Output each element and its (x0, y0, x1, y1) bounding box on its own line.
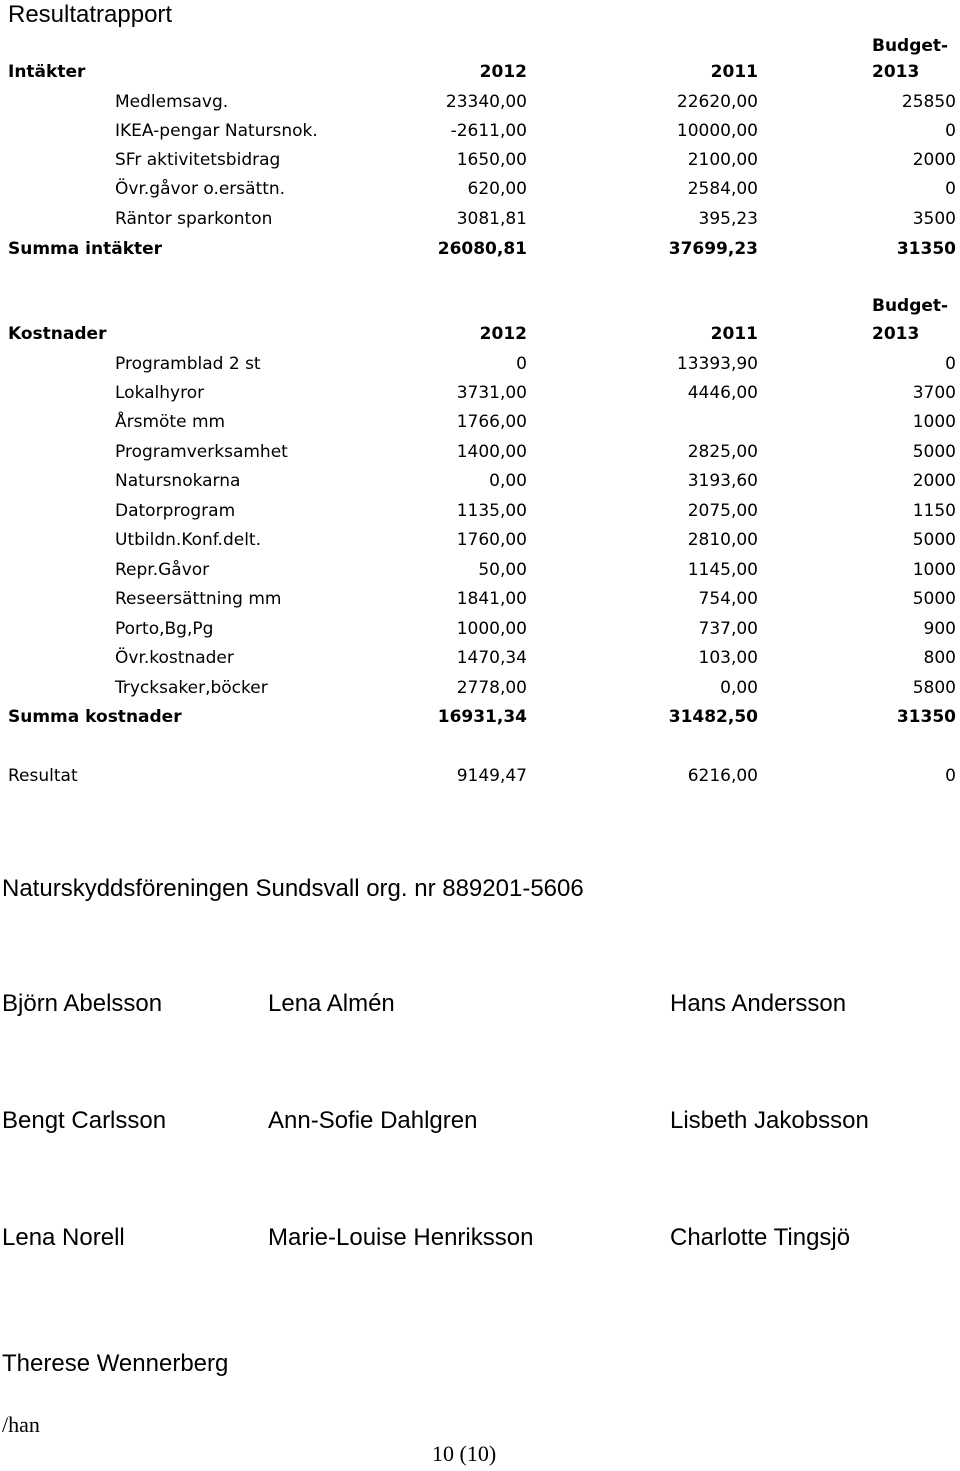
row-value-2011: 2075,00 (687, 501, 758, 521)
row-value-2011: 395,23 (698, 209, 758, 229)
row-value-2012: 1135,00 (456, 501, 527, 521)
row-value-2012: 23340,00 (445, 92, 527, 112)
row-value-budget-2013: 2000 (912, 150, 956, 170)
row-value-2011: 2825,00 (687, 442, 758, 462)
result-row (0, 762, 960, 791)
total-value-2011: 37699,23 (668, 239, 758, 259)
row-value-2011: 1145,00 (687, 560, 758, 580)
costs-header-row (0, 320, 960, 349)
row-value-2011: 22620,00 (676, 92, 758, 112)
result-label: Resultat (8, 766, 78, 786)
row-value-budget-2013: 25850 (901, 92, 956, 112)
row-label: Övr.kostnader (115, 648, 234, 668)
result-value-2011: 6216,00 (687, 766, 758, 786)
result-value-budget-2013: 0 (945, 766, 956, 786)
row-value-2011: 13393,90 (676, 354, 758, 374)
table-row (0, 585, 960, 614)
row-value-2011: 2100,00 (687, 150, 758, 170)
signature-name: Bengt Carlsson (2, 1107, 167, 1134)
table-row (0, 350, 960, 379)
total-value-2011: 31482,50 (668, 707, 758, 727)
table-row (0, 175, 960, 204)
total-label: Summa intäkter (8, 239, 163, 259)
row-value-2012: 3731,00 (456, 383, 527, 403)
row-value-budget-2013: 5000 (912, 442, 956, 462)
table-row (0, 205, 960, 234)
row-value-2011: 737,00 (698, 619, 758, 639)
signature-name: Björn Abelsson (2, 990, 163, 1017)
row-label: Natursnokarna (115, 471, 241, 491)
page-number: 10 (10) (432, 1441, 497, 1466)
row-value-budget-2013: 2000 (912, 471, 956, 491)
table-row (0, 615, 960, 644)
table-row (0, 146, 960, 175)
signature-name: Lisbeth Jakobsson (670, 1107, 869, 1134)
table-row (0, 117, 960, 146)
signature-name: Ann-Sofie Dahlgren (268, 1107, 478, 1134)
row-value-budget-2013: 3700 (912, 383, 956, 403)
row-value-budget-2013: 5800 (912, 678, 956, 698)
income-header-row (0, 58, 960, 87)
row-value-2011: 10000,00 (676, 121, 758, 141)
row-value-2012: 2778,00 (456, 678, 527, 698)
row-label: Årsmöte mm (115, 412, 226, 432)
row-label: Medlemsavg. (115, 92, 229, 112)
row-value-budget-2013: 0 (945, 354, 956, 374)
row-value-budget-2013: 5000 (912, 530, 956, 550)
row-value-2012: 1650,00 (456, 150, 527, 170)
table-row (0, 556, 960, 585)
table-row (0, 497, 960, 526)
costs-heading: Kostnader (8, 324, 107, 344)
row-value-2012: 3081,81 (456, 209, 527, 229)
row-value-2011: 3193,60 (687, 471, 758, 491)
row-label: Programblad 2 st (115, 354, 261, 374)
costs-col-2011: 2011 (710, 324, 758, 344)
row-label: Övr.gåvor o.ersättn. (115, 179, 286, 199)
income-col-2012: 2012 (479, 62, 527, 82)
row-value-2011: 4446,00 (687, 383, 758, 403)
author-initials: /han (2, 1412, 40, 1437)
total-value-2012: 16931,34 (437, 707, 527, 727)
result-value-2012: 9149,47 (456, 766, 527, 786)
row-value-2012: 1400,00 (456, 442, 527, 462)
table-row (0, 526, 960, 555)
signature-name: Marie-Louise Henriksson (268, 1224, 534, 1251)
table-row (0, 467, 960, 496)
total-value-2012: 26080,81 (437, 239, 527, 259)
table-row (0, 379, 960, 408)
row-value-2012: 50,00 (478, 560, 527, 580)
total-label: Summa kostnader (8, 707, 182, 727)
document-title: Resultatrapport (8, 1, 173, 28)
signature-name: Hans Andersson (670, 990, 847, 1017)
row-value-budget-2013: 1000 (912, 412, 956, 432)
income-budget-header-line2: 2013 (872, 62, 920, 82)
total-value-budget-2013: 31350 (896, 707, 956, 727)
row-value-2012: -2611,00 (450, 121, 527, 141)
row-value-budget-2013: 900 (923, 619, 956, 639)
row-label: Utbildn.Konf.delt. (115, 530, 261, 550)
row-value-2011: 103,00 (698, 648, 758, 668)
table-row (0, 644, 960, 673)
table-row (0, 438, 960, 467)
signature-name: Lena Norell (2, 1224, 125, 1251)
row-label: Porto,Bg,Pg (115, 619, 214, 639)
total-value-budget-2013: 31350 (896, 239, 956, 259)
income-col-2011: 2011 (710, 62, 758, 82)
row-value-2012: 1470,34 (456, 648, 527, 668)
row-value-2012: 1841,00 (456, 589, 527, 609)
income-heading: Intäkter (8, 62, 86, 82)
costs-total-row (0, 703, 960, 732)
income-budget-header-line1: Budget- (872, 36, 949, 56)
row-value-budget-2013: 0 (945, 179, 956, 199)
row-label: Räntor sparkonton (115, 209, 273, 229)
costs-col-2012: 2012 (479, 324, 527, 344)
row-label: Programverksamhet (115, 442, 288, 462)
signature-name: Lena Almén (268, 990, 395, 1017)
row-label: Lokalhyror (115, 383, 205, 403)
row-value-2012: 0 (516, 354, 527, 374)
row-value-budget-2013: 1150 (912, 501, 956, 521)
signature-name: Charlotte Tingsjö (670, 1224, 851, 1251)
row-value-2012: 0,00 (489, 471, 527, 491)
row-label: SFr aktivitetsbidrag (115, 150, 281, 170)
row-value-budget-2013: 800 (923, 648, 956, 668)
row-value-2011: 2810,00 (687, 530, 758, 550)
costs-budget-header-line2: 2013 (872, 324, 920, 344)
row-value-2012: 1000,00 (456, 619, 527, 639)
row-value-2011: 2584,00 (687, 179, 758, 199)
row-label: Repr.Gåvor (115, 560, 210, 580)
row-value-budget-2013: 1000 (912, 560, 956, 580)
row-label: IKEA-pengar Natursnok. (115, 121, 318, 141)
row-label: Trycksaker,böcker (115, 678, 268, 698)
table-row (0, 674, 960, 703)
row-value-2012: 620,00 (467, 179, 527, 199)
organization-line: Naturskyddsföreningen Sundsvall org. nr 889201-5606 (2, 875, 584, 902)
row-value-budget-2013: 0 (945, 121, 956, 141)
row-value-budget-2013: 3500 (912, 209, 956, 229)
row-value-2012: 1760,00 (456, 530, 527, 550)
table-row (0, 88, 960, 117)
costs-budget-header-line1: Budget- (872, 296, 949, 316)
table-row (0, 408, 960, 437)
row-label: Datorprogram (115, 501, 236, 521)
income-total-row (0, 235, 960, 264)
row-value-2012: 1766,00 (456, 412, 527, 432)
row-value-2011: 754,00 (698, 589, 758, 609)
row-label: Reseersättning mm (115, 589, 282, 609)
row-value-budget-2013: 5000 (912, 589, 956, 609)
row-value-2011: 0,00 (720, 678, 758, 698)
signature-name: Therese Wennerberg (2, 1350, 229, 1377)
